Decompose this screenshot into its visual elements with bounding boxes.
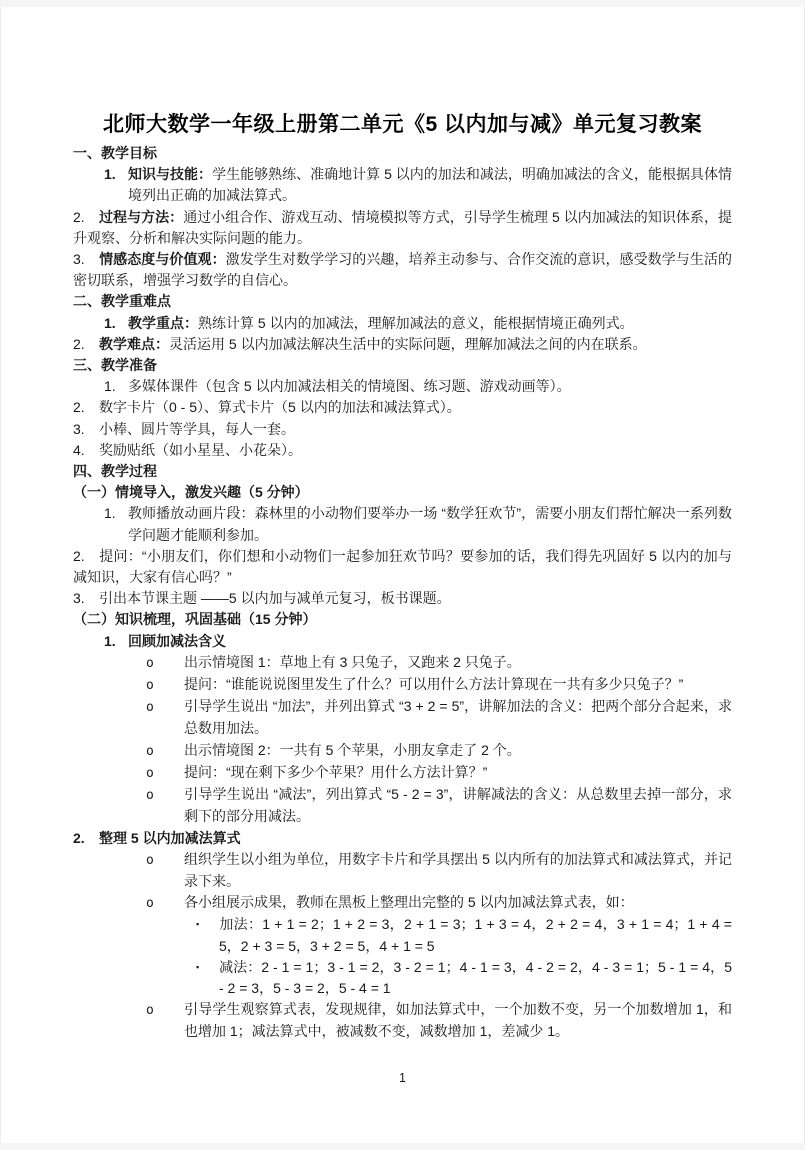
- list-number: 1.: [104, 166, 116, 183]
- text-run: 出示情境图 1：草地上有 3 只兔子，又跑来 2 只兔子。: [184, 653, 521, 670]
- document-page: [0, 7, 805, 1143]
- list-number: 1.: [104, 378, 116, 395]
- circle-bullet-icon: o: [146, 1003, 154, 1019]
- list-number: 1.: [104, 314, 116, 331]
- bold-label: 教学难点：: [99, 335, 169, 352]
- text-run: 熟练计算 5 以内的加减法，理解加减法的意义，能根据情境正确列式。: [198, 314, 634, 331]
- circle-bullet-icon: o: [146, 655, 154, 671]
- list-number: 4.: [73, 441, 85, 458]
- list-item: [73, 588, 732, 609]
- list-item: [73, 164, 732, 206]
- text-run: 四、教学过程: [73, 463, 157, 480]
- square-bullet-icon: ▪: [196, 961, 200, 972]
- list-item: [73, 828, 732, 849]
- bullet-item: [73, 762, 732, 784]
- text-run: 出示情境图 2：一共有 5 个苹果，小朋友拿走了 2 个。: [184, 741, 521, 758]
- text-run: 小棒、圆片等学具，每人一套。: [99, 420, 295, 437]
- text-run: 减法：2 - 1 = 1；3 - 1 = 2，3 - 2 = 1；4 - 1 = 3，4 - 2 = 2，4 - 3 = 1；5 - 1 = 4，5 - 2 = 3，5 - 3 = 2，5 - 4 = 1: [219, 958, 732, 996]
- page-number: 1: [399, 1071, 406, 1085]
- text-run: 提问：“小朋友们，你们想和小动物们一起参加狂欢节吗？要参加的话，我们得先巩固好 5 以内的加与减知识，大家有信心吗？”: [73, 547, 732, 586]
- text-run: （二）知识梳理，巩固基础（15 分钟）: [73, 611, 317, 628]
- section-heading: [73, 609, 732, 630]
- text-run: 引导学生说出 “加法”，并列出算式 “3 + 2 = 5”，讲解加法的含义：把两个部分合起来，求总数用加法。: [184, 698, 732, 737]
- text-run: 引出本节课主题 ——5 以内加与减单元复习，板书课题。: [99, 590, 451, 607]
- square-bullet-icon: ▪: [196, 919, 200, 930]
- list-item: [73, 397, 732, 418]
- circle-bullet-icon: o: [146, 852, 154, 868]
- list-item: [73, 503, 732, 545]
- list-item: [73, 249, 732, 291]
- circle-bullet-icon: o: [146, 788, 154, 804]
- text-run: 二、教学重难点: [73, 293, 171, 310]
- bullet-item: [73, 784, 732, 827]
- text-run: 三、教学准备: [73, 357, 157, 374]
- section-heading: [73, 482, 732, 503]
- section-heading: [73, 355, 732, 376]
- bold-label: 整理 5 以内加减法算式: [99, 829, 241, 846]
- list-number: 3.: [73, 420, 85, 437]
- list-number: 2.: [73, 399, 85, 416]
- text-run: 奖励贴纸（如小星星、小花朵）。: [99, 441, 302, 458]
- circle-bullet-icon: o: [146, 700, 154, 716]
- section-heading: [73, 461, 732, 482]
- text-run: 通过小组合作、游戏互动、情境模拟等方式，引导学生梳理 5 以内加减法的知识体系，提升观察、分析和解决实际问题的能力。: [73, 208, 732, 246]
- bold-label: 教学重点：: [128, 314, 198, 331]
- list-item: [73, 419, 732, 440]
- bold-label: 情感态度与价值观：: [99, 251, 226, 268]
- bullet-item: [73, 957, 732, 999]
- list-number: 3.: [73, 590, 85, 607]
- list-item: [73, 334, 732, 355]
- text-run: 数字卡片（0 - 5）、算式卡片（5 以内的加法和减法算式）。: [99, 399, 461, 416]
- text-run: 引导学生观察算式表，发现规律，如加法算式中，一个加数不变，另一个加数增加 1，和也增加 1；减法算式中，被减数不变，减数增加 1，差减少 1。: [184, 1001, 732, 1040]
- bullet-item: [73, 674, 732, 696]
- circle-bullet-icon: o: [146, 678, 154, 694]
- text-run: 多媒体课件（包含 5 以内加减法相关的情境图、练习题、游戏动画等）。: [128, 378, 571, 395]
- bullet-item: [73, 999, 732, 1042]
- list-number: 1.: [104, 632, 116, 649]
- text-run: 教师播放动画片段：森林里的小动物们要举办一场 “数学狂欢节”，需要小朋友们帮忙解决一系列数学问题才能顺利参加。: [128, 505, 732, 543]
- bold-label: 回顾加减法含义: [128, 632, 226, 649]
- text-run: 激发学生对数学学习的兴趣，培养主动参与、合作交流的意识，感受数学与生活的密切联系，增强学习数学的自信心。: [73, 251, 733, 289]
- circle-bullet-icon: o: [146, 896, 154, 912]
- section-heading: [73, 291, 732, 312]
- list-number: 2.: [73, 547, 85, 564]
- text-run: 引导学生说出 “减法”，列出算式 “5 - 2 = 3”，讲解减法的含义：从总数里去掉一部分，求剩下的部分用减法。: [184, 786, 732, 825]
- list-item: [73, 376, 732, 397]
- list-item: [73, 313, 732, 334]
- circle-bullet-icon: o: [146, 765, 154, 781]
- document-content: [1, 7, 804, 1043]
- list-number: 2.: [73, 335, 85, 352]
- list-item: [73, 546, 732, 588]
- text-run: 各小组展示成果，教师在黑板上整理出完整的 5 以内加减法算式表，如：: [184, 894, 634, 911]
- bullet-item: [73, 652, 732, 674]
- bullet-item: [73, 740, 732, 762]
- list-number: 2.: [73, 829, 85, 846]
- circle-bullet-icon: o: [146, 743, 154, 759]
- list-item: [73, 631, 732, 652]
- list-number: 2.: [73, 208, 85, 225]
- text-run: 一、教学目标: [73, 145, 157, 161]
- bold-label: 知识与技能：: [128, 166, 213, 183]
- text-run: 提问：“现在剩下多少个苹果？用什么方法计算？”: [184, 763, 488, 780]
- bold-label: 过程与方法：: [99, 208, 184, 225]
- text-run: （一）情境导入，激发兴趣（5 分钟）: [73, 484, 309, 501]
- text-run: 学生能够熟练、准确地计算 5 以内的加法和减法，明确加减法的含义，能根据具体情境列出正确的加减法算式。: [128, 166, 732, 204]
- list-number: 3.: [73, 251, 85, 268]
- bullet-item: [73, 914, 732, 956]
- list-item: [73, 207, 732, 249]
- text-run: 灵活运用 5 以内加减法解决生活中的实际问题，理解加减法之间的内在联系。: [169, 335, 647, 352]
- text-run: 提问：“谁能说说图里发生了什么？可以用什么方法计算现在一共有多少只兔子？”: [184, 676, 684, 693]
- bullet-item: [73, 892, 732, 914]
- bullet-item: [73, 849, 732, 892]
- document-title: 北师大数学一年级上册第二单元《5 以内加与减》单元复习教案: [102, 113, 702, 136]
- list-number: 1.: [104, 505, 116, 522]
- text-run: 组织学生以小组为单位，用数字卡片和学具摆出 5 以内所有的加法算式和减法算式，并记录下来。: [184, 850, 732, 889]
- text-run: 加法：1 + 1 = 2；1 + 2 = 3，2 + 1 = 3；1 + 3 = 4，2 + 2 = 4，3 + 1 = 4；1 + 4 = 5，2 + 3 = 5，3 + 2 = 5，4 + 1 = 5: [219, 916, 732, 954]
- section-heading: [73, 143, 732, 164]
- bullet-item: [73, 696, 732, 739]
- list-item: [73, 440, 732, 461]
- document-body: [73, 143, 732, 1043]
